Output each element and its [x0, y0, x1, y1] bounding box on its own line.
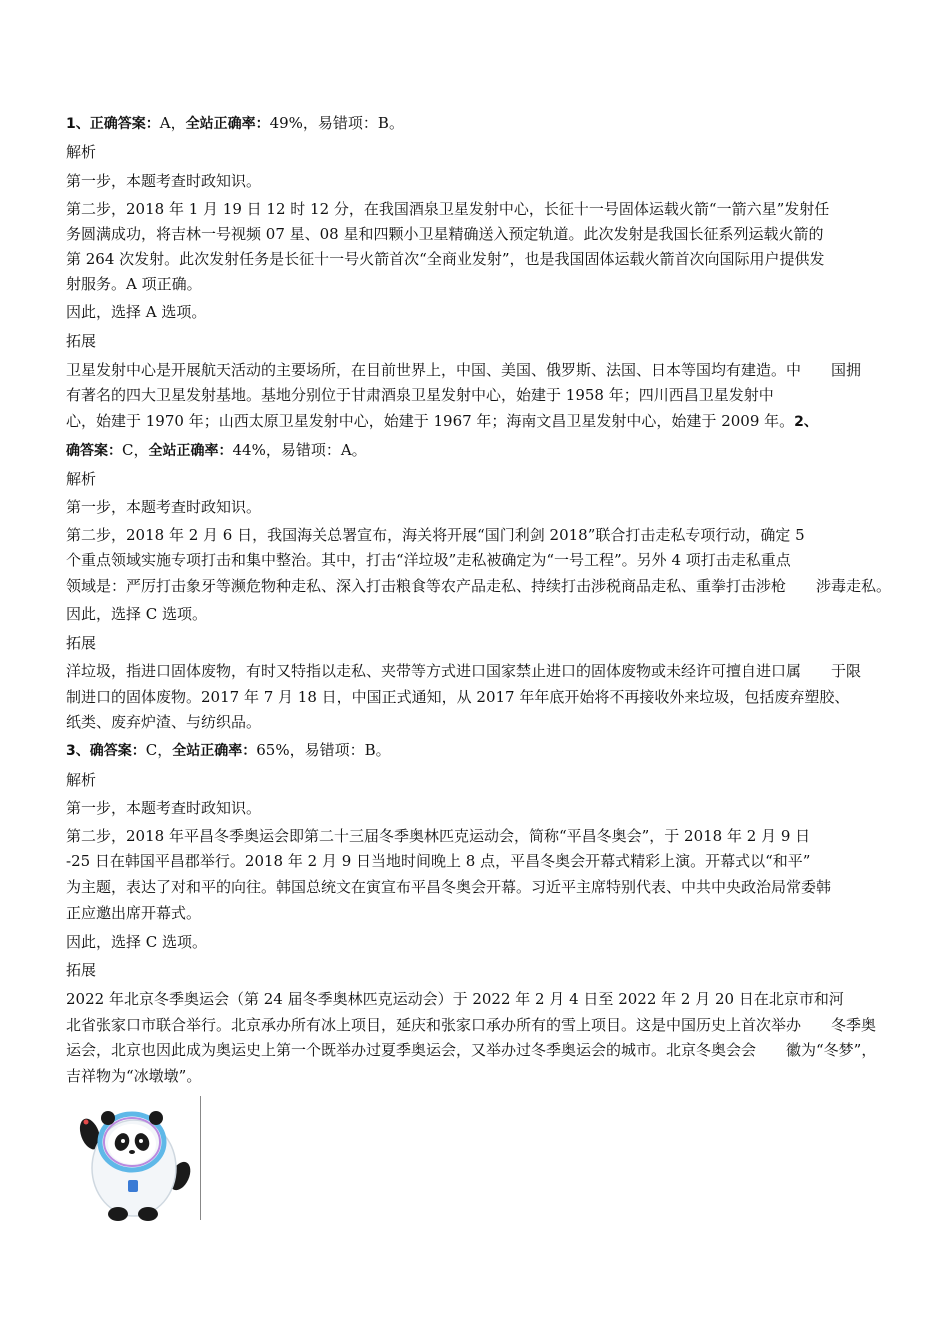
q1-answer-header: 1、正确答案：A，全站正确率：49%，易错项：B。 [66, 114, 404, 132]
q1-step2-line: 射服务。A 项正确。 [66, 275, 202, 293]
mascot-left-leg [108, 1207, 128, 1221]
q3-step2-line: -25 日在韩国平昌郡举行。2018 年 2 月 9 日当地时间晚上 8 点，平昌冬奥会开幕式精彩上演。开幕式以“和平” [66, 852, 811, 870]
q2-ext-line: 制进口的固体废物。2017 年 7 月 18 日，中国正式通知，从 2017 年年底开始将不再接收外来垃圾，包括废弃塑胶、 [66, 688, 850, 706]
q1-step2-line: 务圆满成功，将吉林一号视频 07 星、08 星和四颗小卫星精确送入预定轨道。此次发射是我国长征系列运载火箭的 [66, 225, 824, 243]
q2-step1: 第一步，本题考查时政知识。 [66, 498, 262, 516]
q3-step2-line: 为主题，表达了对和平的向往。韩国总统文在寅宣布平昌冬奥会开幕。习近平主席特别代表、中共中央政治局常委韩 [66, 878, 832, 896]
q3-answer-header: 3、确答案：C，全站正确率：65%，易错项：B。 [66, 741, 391, 759]
mascot-ear-right [149, 1111, 163, 1125]
q3-step1: 第一步，本题考查时政知识。 [66, 799, 262, 817]
q3-ext-line: 运会，北京也因此成为奥运史上第一个既举办过夏季奥运会，又举办过冬季奥运会的城市。北京冬奥会会 徽为“冬梦”， [66, 1041, 877, 1059]
q3-ext-line: 吉祥物为“冰墩墩”。 [66, 1067, 202, 1085]
mascot-nose [129, 1150, 135, 1154]
q2-tuozhan-heading: 拓展 [66, 634, 97, 652]
mascot-eye-shine-right [139, 1139, 143, 1143]
mascot-right-leg [138, 1207, 158, 1221]
q3-ext-line: 2022 年北京冬季奥运会（第 24 届冬季奥林匹克运动会）于 2022 年 2 月 4 日至 2022 年 2 月 20 日在北京市和河 [66, 990, 844, 1008]
mascot-emblem [128, 1180, 138, 1192]
q3-step2-line: 第二步，2018 年平昌冬季奥运会即第二十三届冬季奥林匹克运动会，简称“平昌冬奥会”，于 2018 年 2 月 9 日 [66, 827, 811, 845]
q2-step2-line: 领域是：严厉打击象牙等濒危物种走私、深入打击粮食等农产品走私、持续打击涉税商品走私、重拳打击涉枪 涉毒走私。 [66, 577, 892, 595]
mascot-ear-left [101, 1111, 115, 1125]
q1-step1: 第一步，本题考查时政知识。 [66, 172, 262, 190]
q2-ext-line: 洋垃圾，指进口固体废物，有时又特指以走私、夹带等方式进口国家禁止进口的固体废物或未经许可擅自进口属 于限 [66, 662, 862, 680]
mascot-bing-dwen-dwen-image [76, 1098, 202, 1222]
q1-jiexi-heading: 解析 [66, 143, 97, 161]
image-border-line [200, 1096, 201, 1220]
q3-step2-line: 正应邀出席开幕式。 [66, 904, 202, 922]
q2-ext-line: 纸类、废弃炉渣、与纺织品。 [66, 713, 262, 731]
q1-ext-line: 心，始建于 1970 年；山西太原卫星发射中心，始建于 1967 年；海南文昌卫星发射中心，始建于 2009 年。2、 [66, 412, 818, 430]
q1-conclusion: 因此，选择 A 选项。 [66, 303, 207, 321]
q3-tuozhan-heading: 拓展 [66, 961, 97, 979]
q1-step2-line: 第二步，2018 年 1 月 19 日 12 时 12 分，在我国酒泉卫星发射中心，长征十一号固体运载火箭“一箭六星”发射任 [66, 200, 830, 218]
q1-tuozhan-heading: 拓展 [66, 332, 97, 350]
q3-ext-line: 北省张家口市联合举行。北京承办所有冰上项目，延庆和张家口承办所有的雪上项目。这是中国历史上首次举办 冬季奥 [66, 1016, 877, 1034]
q1-step2-line: 第 264 次发射。此次发射任务是长征十一号火箭首次“全商业发射”，也是我国固体运载火箭首次向国际用户提供发 [66, 250, 825, 268]
q3-jiexi-heading: 解析 [66, 771, 97, 789]
q2-jiexi-heading: 解析 [66, 470, 97, 488]
q3-conclusion: 因此，选择 C 选项。 [66, 933, 208, 951]
q2-conclusion: 因此，选择 C 选项。 [66, 605, 208, 623]
q1-ext-line: 卫星发射中心是开展航天活动的主要场所，在目前世界上，中国、美国、俄罗斯、法国、日本等国均有建造。中 国拥 [66, 361, 862, 379]
mascot-heart [84, 1120, 89, 1125]
q1-ext-line: 有著名的四大卫星发射基地。基地分别位于甘肃酒泉卫星发射中心，始建于 1958 年；四川西昌卫星发射中 [66, 386, 774, 404]
q2-step2-line: 第二步，2018 年 2 月 6 日，我国海关总署宣布，海关将开展“国门利剑 2018”联合打击走私专项行动，确定 5 [66, 526, 805, 544]
q2-answer-header: 确答案：C，全站正确率：44%，易错项：A。 [66, 441, 367, 459]
mascot-eye-shine-left [121, 1139, 125, 1143]
q2-step2-line: 个重点领域实施专项打击和集中整治。其中，打击“洋垃圾”走私被确定为“一号工程”。另外 4 项打击走私重点 [66, 551, 791, 569]
